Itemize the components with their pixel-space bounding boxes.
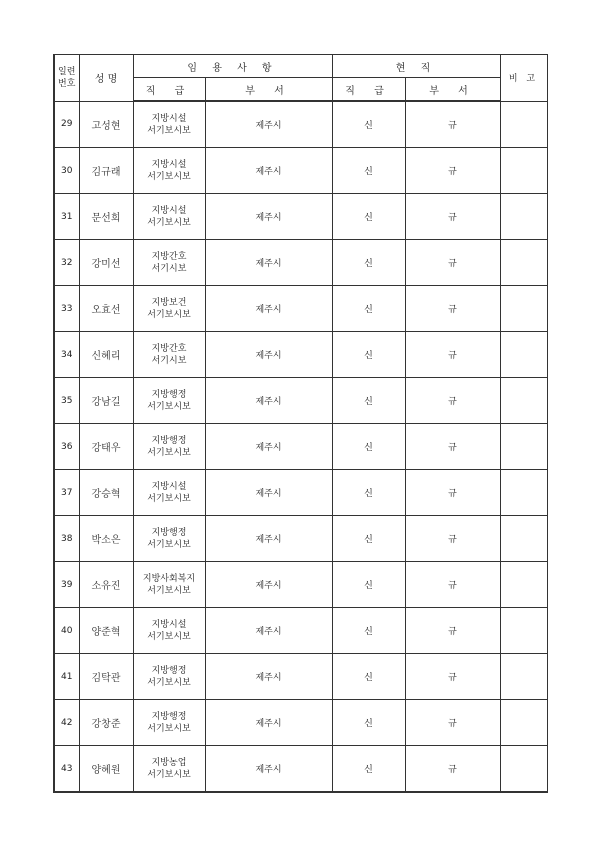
row-rank-line2: 서기보시보 — [147, 171, 191, 182]
row-name: 박소은 — [79, 516, 133, 562]
row-current-dept: 규 — [405, 746, 500, 793]
header-current-dept: 부 서 — [405, 78, 500, 102]
row-current-dept: 규 — [405, 424, 500, 470]
row-remarks — [500, 240, 547, 286]
row-rank-line2: 서기보시보 — [147, 401, 191, 412]
table-row — [54, 424, 547, 470]
row-appointment-rank — [133, 470, 205, 516]
row-remarks — [500, 608, 547, 654]
row-appointment-dept: 제주시 — [205, 516, 332, 562]
row-rank-line1: 지방행정 — [151, 389, 187, 400]
header-current-rank: 직 급 — [332, 78, 405, 102]
row-remarks — [500, 378, 547, 424]
row-appointment-rank — [133, 424, 205, 470]
row-current-dept: 규 — [405, 194, 500, 240]
row-number: 31 — [54, 194, 79, 240]
row-rank-line2: 서기보시보 — [147, 631, 191, 642]
row-remarks — [500, 562, 547, 608]
row-number: 30 — [54, 148, 79, 194]
row-appointment-dept: 제주시 — [205, 101, 332, 148]
row-appointment-dept: 제주시 — [205, 470, 332, 516]
row-rank-line1: 지방간호 — [151, 343, 187, 354]
row-current-dept: 규 — [405, 470, 500, 516]
row-rank-line1: 지방행정 — [151, 665, 187, 676]
row-appointment-dept: 제주시 — [205, 332, 332, 378]
row-appointment-rank — [133, 608, 205, 654]
row-rank-line1: 지방행정 — [151, 527, 187, 538]
row-appointment-dept: 제주시 — [205, 746, 332, 793]
row-remarks — [500, 516, 547, 562]
row-appointment-rank — [133, 516, 205, 562]
row-rank-line2: 서기시보 — [151, 355, 187, 366]
row-name: 소유진 — [79, 562, 133, 608]
row-number: 33 — [54, 286, 79, 332]
row-current-rank: 신 — [332, 470, 405, 516]
table-row — [54, 240, 547, 286]
row-rank-line1: 지방시설 — [151, 619, 187, 630]
row-rank-line2: 서기보시보 — [147, 723, 191, 734]
header-current: 현 직 — [332, 55, 500, 78]
row-appointment-rank — [133, 148, 205, 194]
row-rank-line1: 지방시설 — [151, 113, 187, 124]
row-appointment-dept: 제주시 — [205, 608, 332, 654]
row-rank-line2: 서기보시보 — [147, 769, 191, 780]
row-name: 문선희 — [79, 194, 133, 240]
row-current-dept: 규 — [405, 562, 500, 608]
row-current-dept: 규 — [405, 654, 500, 700]
row-current-rank: 신 — [332, 240, 405, 286]
row-remarks — [500, 746, 547, 793]
row-current-rank: 신 — [332, 194, 405, 240]
row-name: 양혜원 — [79, 746, 133, 793]
row-remarks — [500, 332, 547, 378]
header-name: 성 명 — [79, 55, 133, 102]
row-current-dept: 규 — [405, 608, 500, 654]
row-name: 강창준 — [79, 700, 133, 746]
row-number: 35 — [54, 378, 79, 424]
row-rank-line1: 지방시설 — [151, 205, 187, 216]
table-row — [54, 148, 547, 194]
row-appointment-rank — [133, 332, 205, 378]
row-name: 강승혁 — [79, 470, 133, 516]
row-current-rank: 신 — [332, 562, 405, 608]
row-name: 신혜리 — [79, 332, 133, 378]
table-row — [54, 194, 547, 240]
row-appointment-rank — [133, 746, 205, 793]
row-rank-line2: 서기보시보 — [147, 447, 191, 458]
row-appointment-dept: 제주시 — [205, 700, 332, 746]
row-appointment-dept: 제주시 — [205, 378, 332, 424]
row-rank-line1: 지방간호 — [151, 251, 187, 262]
header-appointment-rank: 직 급 — [133, 78, 205, 102]
row-current-dept: 규 — [405, 516, 500, 562]
row-current-rank: 신 — [332, 378, 405, 424]
row-remarks — [500, 470, 547, 516]
row-current-rank: 신 — [332, 608, 405, 654]
row-appointment-rank — [133, 378, 205, 424]
row-number: 40 — [54, 608, 79, 654]
row-current-rank: 신 — [332, 148, 405, 194]
header-serial-line2: 번호 — [58, 78, 76, 89]
row-rank-line2: 서기보시보 — [147, 585, 191, 596]
row-appointment-dept: 제주시 — [205, 286, 332, 332]
row-rank-line1: 지방시설 — [151, 159, 187, 170]
row-appointment-rank — [133, 286, 205, 332]
row-name: 강태우 — [79, 424, 133, 470]
row-remarks — [500, 700, 547, 746]
table-row — [54, 286, 547, 332]
row-current-dept: 규 — [405, 378, 500, 424]
row-number: 36 — [54, 424, 79, 470]
row-current-rank: 신 — [332, 516, 405, 562]
row-rank-line1: 지방행정 — [151, 711, 187, 722]
row-appointment-dept: 제주시 — [205, 240, 332, 286]
row-rank-line2: 서기보시보 — [147, 493, 191, 504]
table-row — [54, 470, 547, 516]
row-number: 39 — [54, 562, 79, 608]
row-number: 41 — [54, 654, 79, 700]
row-rank-line1: 지방농업 — [151, 757, 187, 768]
table-row — [54, 654, 547, 700]
row-name: 김규래 — [79, 148, 133, 194]
row-remarks — [500, 654, 547, 700]
row-name: 고성현 — [79, 101, 133, 148]
row-name: 강미선 — [79, 240, 133, 286]
row-remarks — [500, 424, 547, 470]
header-serial-number — [54, 55, 79, 102]
row-current-rank: 신 — [332, 746, 405, 793]
table-row — [54, 332, 547, 378]
row-appointment-dept: 제주시 — [205, 194, 332, 240]
header-appointment: 임 용 사 항 — [133, 55, 332, 78]
table-row — [54, 562, 547, 608]
header-remarks: 비 고 — [500, 55, 547, 102]
row-number: 34 — [54, 332, 79, 378]
row-current-dept: 규 — [405, 332, 500, 378]
row-current-rank: 신 — [332, 654, 405, 700]
row-rank-line1: 지방시설 — [151, 481, 187, 492]
table-row — [54, 608, 547, 654]
row-rank-line2: 서기보시보 — [147, 309, 191, 320]
row-remarks — [500, 286, 547, 332]
roster-body — [54, 101, 547, 792]
row-number: 43 — [54, 746, 79, 793]
table-row — [54, 378, 547, 424]
row-current-rank: 신 — [332, 332, 405, 378]
table-row — [54, 516, 547, 562]
row-rank-line2: 서기보시보 — [147, 677, 191, 688]
row-appointment-dept: 제주시 — [205, 148, 332, 194]
table-row — [54, 101, 547, 148]
row-rank-line2: 서기보시보 — [147, 125, 191, 136]
row-rank-line2: 서기시보 — [151, 263, 187, 274]
row-name: 강남길 — [79, 378, 133, 424]
row-rank-line1: 지방사회복지 — [142, 573, 196, 584]
row-name: 양준혁 — [79, 608, 133, 654]
row-current-rank: 신 — [332, 700, 405, 746]
row-rank-line1: 지방보건 — [151, 297, 187, 308]
row-appointment-dept: 제주시 — [205, 654, 332, 700]
row-current-dept: 규 — [405, 700, 500, 746]
row-name: 김탁관 — [79, 654, 133, 700]
row-rank-line2: 서기보시보 — [147, 539, 191, 550]
table-row — [54, 700, 547, 746]
row-current-dept: 규 — [405, 101, 500, 148]
row-current-rank: 신 — [332, 286, 405, 332]
appointment-roster-table — [53, 54, 548, 793]
row-current-dept: 규 — [405, 148, 500, 194]
row-appointment-dept: 제주시 — [205, 424, 332, 470]
row-number: 42 — [54, 700, 79, 746]
row-current-dept: 규 — [405, 240, 500, 286]
row-rank-line1: 지방행정 — [151, 435, 187, 446]
row-current-rank: 신 — [332, 101, 405, 148]
row-appointment-rank — [133, 654, 205, 700]
row-number: 37 — [54, 470, 79, 516]
row-appointment-dept: 제주시 — [205, 562, 332, 608]
row-number: 32 — [54, 240, 79, 286]
row-appointment-rank — [133, 562, 205, 608]
row-appointment-rank — [133, 700, 205, 746]
row-appointment-rank — [133, 240, 205, 286]
row-rank-line2: 서기보시보 — [147, 217, 191, 228]
row-number: 29 — [54, 101, 79, 148]
row-name: 오효선 — [79, 286, 133, 332]
row-remarks — [500, 194, 547, 240]
row-remarks — [500, 148, 547, 194]
row-current-rank: 신 — [332, 424, 405, 470]
row-appointment-rank — [133, 194, 205, 240]
header-serial-line1: 일련 — [58, 66, 76, 77]
row-number: 38 — [54, 516, 79, 562]
row-current-dept: 규 — [405, 286, 500, 332]
header-appointment-dept: 부 서 — [205, 78, 332, 102]
table-row — [54, 746, 547, 793]
row-remarks — [500, 101, 547, 148]
row-appointment-rank — [133, 101, 205, 148]
